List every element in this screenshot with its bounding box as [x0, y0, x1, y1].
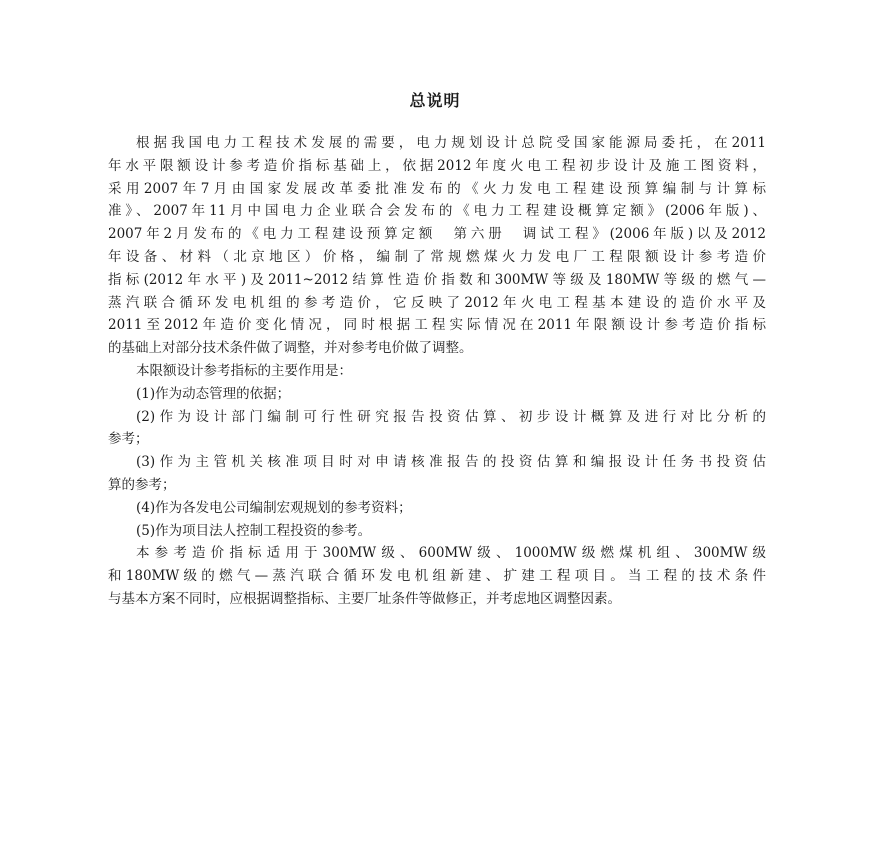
list-item-4: (4)作为各发电公司编制宏观规划的参考资料； [136, 499, 412, 516]
paragraph-1-line-6: 年设备、材料（北京地区）价格，编制了常规燃煤火力发电厂工程限额设计参考造价 [108, 248, 766, 265]
paragraph-1-line-4: 准》、2007年11月中国电力企业联合会发布的《电力工程建设概算定额》(2006年版)、 [108, 203, 766, 220]
paragraph-1-line-7: 指标(2012年水平)及2011~2012结算性造价指数和300MW等级及180MW等级的燃气— [108, 271, 766, 288]
paragraph-1-line-8: 蒸汽联合循环发电机组的参考造价，它反映了2012年火电工程基本建设的造价水平及 [108, 294, 766, 311]
paragraph-1-line-1: 根据我国电力工程技术发展的需要，电力规划设计总院受国家能源局委托，在2011 [136, 135, 766, 151]
paragraph-1-line-9: 2011至2012年造价变化情况，同时根据工程实际情况在2011年限额设计参考造价指标 [108, 317, 766, 334]
paragraph-3-line-1: 本参考造价指标适用于300MW级、600MW级、1000MW级燃煤机组、300MW级 [136, 545, 766, 562]
list-item-2-line-2: 参考； [108, 431, 149, 448]
paragraph-1-line-3: 采用2007年7月由国家发展改革委批准发布的《火力发电工程建设预算编制与计算标 [108, 180, 766, 197]
list-item-1: (1)作为动态管理的依据； [136, 385, 291, 402]
list-item-3-line-1: (3)作为主管机关核准项目时对申请核准报告的投资估算和编报设计任务书投资估 [136, 454, 766, 471]
paragraph-1-line-5: 2007年2月发布的《电力工程建设预算定额 第六册 调试工程》(2006年版)以及2012 [108, 226, 766, 243]
document-title: 总说明 [409, 91, 461, 110]
list-item-2-line-1: (2)作为设计部门编制可行性研究报告投资估算、初步设计概算及进行对比分析的 [136, 408, 766, 425]
paragraph-3-line-3: 与基本方案不同时，应根据调整指标、主要厂址条件等做修正，并考虑地区调整因素。 [108, 590, 621, 607]
paragraph-1-line-10: 的基础上对部分技术条件做了调整，并对参考电价做了调整。 [108, 340, 473, 357]
list-item-3-line-2: 算的参考； [108, 476, 176, 493]
paragraph-2-intro: 本限额设计参考指标的主要作用是： [136, 362, 352, 379]
list-item-5: (5)作为项目法人控制工程投资的参考。 [136, 522, 372, 539]
document-body [108, 132, 766, 611]
paragraph-3-line-2: 和180MW级的燃气—蒸汽联合循环发电机组新建、扩建工程项目。当工程的技术条件 [108, 568, 766, 585]
paragraph-1-line-2: 年水平限额设计参考造价指标基础上，依据2012年度火电工程初步设计及施工图资料， [108, 157, 766, 174]
